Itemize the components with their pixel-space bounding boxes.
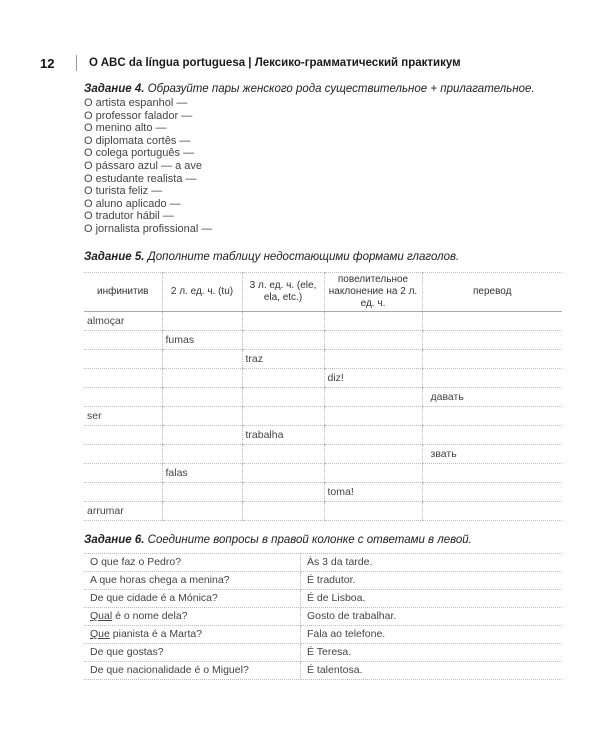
table-cell — [162, 444, 242, 463]
table-cell — [162, 368, 242, 387]
task-4-item: O diplomata cortês — — [84, 134, 191, 147]
question-cell: De que cidade é a Mónica? — [84, 589, 301, 607]
table-cell — [162, 387, 242, 406]
table-cell — [162, 311, 242, 330]
table-cell — [324, 311, 422, 330]
question-cell: O que faz o Pedro? — [84, 553, 301, 571]
table-row — [84, 463, 562, 482]
table-row — [84, 553, 562, 571]
task-6-instruction: Соедините вопросы в правой колонке с ответами в левой. — [147, 533, 472, 546]
task-5-label: Задание 5. — [84, 250, 145, 263]
col-header-imperative: повелительное наклонение на 2 л. ед. ч. — [324, 272, 422, 311]
table-row — [84, 571, 562, 589]
table-cell — [162, 349, 242, 368]
verb-forms-table — [84, 272, 562, 521]
header-divider — [76, 55, 77, 71]
task-4-instruction: Образуйте пары женского рода существительное + прилагательное. — [147, 83, 535, 95]
task-6 — [84, 533, 562, 680]
answer-cell: Fala ao telefone. — [301, 625, 563, 643]
task-5 — [84, 250, 562, 521]
question-cell — [84, 607, 301, 625]
table-cell: давать — [422, 387, 562, 406]
table-cell — [422, 501, 562, 520]
table-cell: toma! — [324, 482, 422, 501]
table-cell — [84, 425, 162, 444]
task-5-title — [84, 250, 562, 264]
answer-cell: É tradutor. — [301, 571, 563, 589]
answer-cell: Às 3 da tarde. — [301, 553, 563, 571]
task-5-instruction: Дополните таблицу недостающими формами глаголов. — [147, 250, 460, 263]
table-row — [84, 444, 562, 463]
question-cell: A que horas chega a menina? — [84, 571, 301, 589]
running-head: O ABC da língua portuguesa | Лексико-грамматический практикум — [89, 57, 461, 69]
table-cell — [242, 311, 324, 330]
table-cell — [324, 406, 422, 425]
question-text: pianista é a Marta? — [109, 628, 203, 641]
table-cell — [242, 406, 324, 425]
task-4-item: O aluno aplicado — — [84, 197, 181, 210]
task-4-item: O pássaro azul — a ave — [84, 159, 203, 172]
table-cell: trabalha — [242, 425, 324, 444]
table-cell — [84, 482, 162, 501]
table-row — [84, 368, 562, 387]
page-header — [40, 53, 560, 73]
table-cell — [84, 387, 162, 406]
table-cell — [242, 501, 324, 520]
table-cell — [242, 368, 324, 387]
col-header-translation: перевод — [422, 272, 562, 311]
table-cell — [84, 368, 162, 387]
col-header-infinitive: инфинитив — [84, 272, 162, 311]
table-cell: falas — [162, 463, 242, 482]
table-row — [84, 330, 562, 349]
answer-cell: É de Lisboa. — [301, 589, 563, 607]
task-4-item: O jornalista profissional — — [84, 222, 213, 235]
table-cell — [242, 330, 324, 349]
table-cell: diz! — [324, 368, 422, 387]
answer-cell: É talentosa. — [301, 661, 563, 679]
table-cell — [422, 330, 562, 349]
table-cell — [324, 330, 422, 349]
task-4-item: O professor falador — — [84, 109, 193, 122]
page-content — [84, 82, 562, 680]
table-cell — [324, 387, 422, 406]
question-cell: De que gostas? — [84, 643, 301, 661]
task-4-label: Задание 4. — [84, 83, 145, 95]
table-cell — [84, 444, 162, 463]
task-4-item: O artista espanhol — — [84, 97, 188, 109]
matching-table — [84, 553, 562, 680]
table-cell — [422, 311, 562, 330]
table-cell — [162, 482, 242, 501]
table-row — [84, 607, 562, 625]
table-cell — [324, 501, 422, 520]
table-row — [84, 661, 562, 679]
task-4 — [84, 82, 562, 236]
col-header-3sg: 3 л. ед. ч. (ele, ela, etc.) — [242, 272, 324, 311]
table-cell: звать — [422, 444, 562, 463]
table-cell: almoçar — [84, 311, 162, 330]
table-cell — [324, 463, 422, 482]
table-header-row — [84, 272, 562, 311]
answer-cell: É Teresa. — [301, 643, 563, 661]
table-cell — [242, 482, 324, 501]
answer-cell: Gosto de trabalhar. — [301, 607, 563, 625]
task-4-item: O menino alto — — [84, 122, 167, 135]
table-cell — [242, 387, 324, 406]
table-row — [84, 311, 562, 330]
table-cell — [242, 444, 324, 463]
table-cell — [242, 463, 324, 482]
question-text: é o nome dela? — [112, 610, 188, 623]
task-4-item: O turista feliz — — [84, 185, 163, 198]
table-cell: arrumar — [84, 501, 162, 520]
task-6-label: Задание 6. — [84, 533, 145, 546]
table-cell — [324, 444, 422, 463]
table-cell — [422, 482, 562, 501]
table-cell: fumas — [162, 330, 242, 349]
table-row — [84, 625, 562, 643]
table-cell — [84, 349, 162, 368]
task-4-item: O estudante realista — — [84, 172, 197, 185]
task-4-item: O colega português — — [84, 147, 195, 160]
underlined-word: Que — [90, 628, 110, 641]
task-4-item: O tradutor hábil — — [84, 210, 174, 223]
table-cell: traz — [242, 349, 324, 368]
underlined-word: Qual — [90, 610, 113, 623]
table-row — [84, 589, 562, 607]
col-header-2sg: 2 л. ед. ч. (tu) — [162, 272, 242, 311]
page-number: 12 — [40, 55, 55, 71]
table-row — [84, 482, 562, 501]
table-cell — [422, 368, 562, 387]
table-row — [84, 406, 562, 425]
question-cell — [84, 625, 301, 643]
question-cell: De que nacionalidade é o Miguel? — [84, 661, 301, 679]
table-cell — [162, 406, 242, 425]
table-cell — [162, 501, 242, 520]
task-4-title — [84, 82, 562, 96]
table-row — [84, 349, 562, 368]
table-row — [84, 501, 562, 520]
table-cell — [84, 463, 162, 482]
table-cell — [422, 425, 562, 444]
table-row — [84, 425, 562, 444]
table-cell: ser — [84, 406, 162, 425]
table-cell — [324, 425, 422, 444]
table-cell — [84, 330, 162, 349]
table-row — [84, 387, 562, 406]
table-cell — [422, 463, 562, 482]
table-cell — [422, 406, 562, 425]
table-row — [84, 643, 562, 661]
table-cell — [422, 349, 562, 368]
table-cell — [324, 349, 422, 368]
task-6-title — [84, 533, 562, 547]
table-cell — [162, 425, 242, 444]
